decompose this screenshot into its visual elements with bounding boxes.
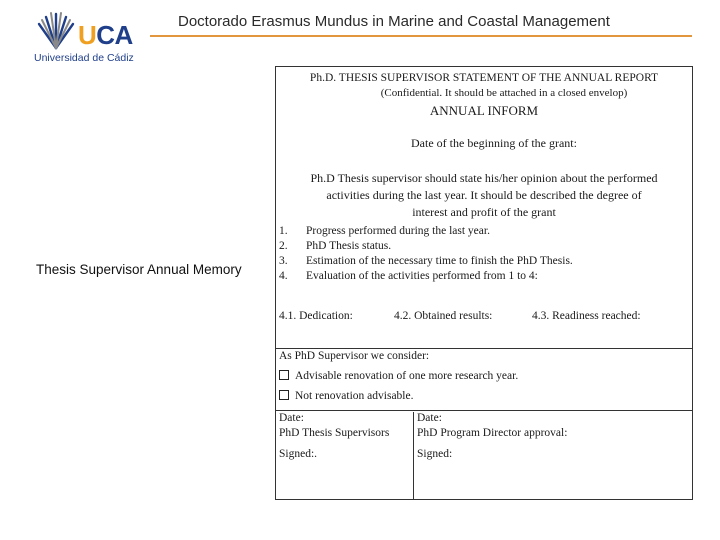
- option-no-renovation: [279, 390, 413, 402]
- side-label: Thesis Supervisor Annual Memory: [36, 262, 242, 277]
- column-divider: [413, 412, 414, 500]
- checkbox-icon[interactable]: [279, 390, 289, 400]
- director-role-label: PhD Program Director approval:: [417, 427, 568, 439]
- consider-label: As PhD Supervisor we consider:: [279, 350, 430, 362]
- form-confidential-note: (Confidential. It should be attached in a closed envelop): [380, 87, 628, 99]
- list-number: 1.: [279, 225, 288, 237]
- list-item: Estimation of the necessary time to finish the PhD Thesis.: [306, 255, 573, 267]
- logo-emblem-icon: [34, 8, 78, 52]
- supervisor-date-label: Date:: [279, 412, 304, 424]
- logo-subtitle: Universidad de Cádiz: [34, 52, 134, 64]
- readiness-field-label: 4.3. Readiness reached:: [532, 310, 641, 322]
- director-signed-label: Signed:: [417, 448, 453, 460]
- form-subheading: ANNUAL INFORM: [429, 103, 539, 118]
- logo-wordmark: [78, 20, 133, 51]
- option-renovation-label: Advisable renovation of one more research year.: [295, 370, 519, 382]
- annual-report-form: [275, 66, 693, 500]
- opinion-text-line2: activities during the last year. It should be described the degree of: [326, 188, 642, 202]
- supervisor-role-label: PhD Thesis Supervisors: [279, 427, 390, 439]
- checkbox-icon[interactable]: [279, 370, 289, 380]
- opinion-text-line1: Ph.D Thesis supervisor should state his/her opinion about the performed: [310, 171, 658, 185]
- list-number: 2.: [279, 240, 288, 252]
- form-heading: Ph.D. THESIS SUPERVISOR STATEMENT OF THE ANNUAL REPORT: [309, 72, 659, 84]
- option-no-renovation-label: Not renovation advisable.: [295, 390, 414, 402]
- list-item: Progress performed during the last year.: [306, 225, 490, 237]
- page-title: Doctorado Erasmus Mundus in Marine and Coastal Management: [178, 13, 610, 30]
- option-renovation: [279, 370, 518, 382]
- director-date-label: Date:: [417, 412, 442, 424]
- uca-logo: [30, 6, 140, 68]
- logo-letter-u: U: [78, 20, 97, 50]
- opinion-text-line3: interest and profit of the grant: [412, 205, 556, 219]
- list-number: 3.: [279, 255, 288, 267]
- logo-letters-ca: CA: [96, 20, 133, 50]
- supervisor-signed-label: Signed:.: [279, 448, 318, 460]
- list-number: 4.: [279, 270, 288, 282]
- list-item: PhD Thesis status.: [306, 240, 392, 252]
- list-item: Evaluation of the activities performed from 1 to 4:: [306, 270, 538, 282]
- obtained-results-field-label: 4.2. Obtained results:: [394, 310, 493, 322]
- section-divider: [276, 410, 692, 411]
- dedication-field-label: 4.1. Dedication:: [279, 310, 353, 322]
- header-divider: [150, 35, 692, 37]
- section-divider: [276, 348, 692, 349]
- grant-date-label: Date of the beginning of the grant:: [411, 136, 577, 150]
